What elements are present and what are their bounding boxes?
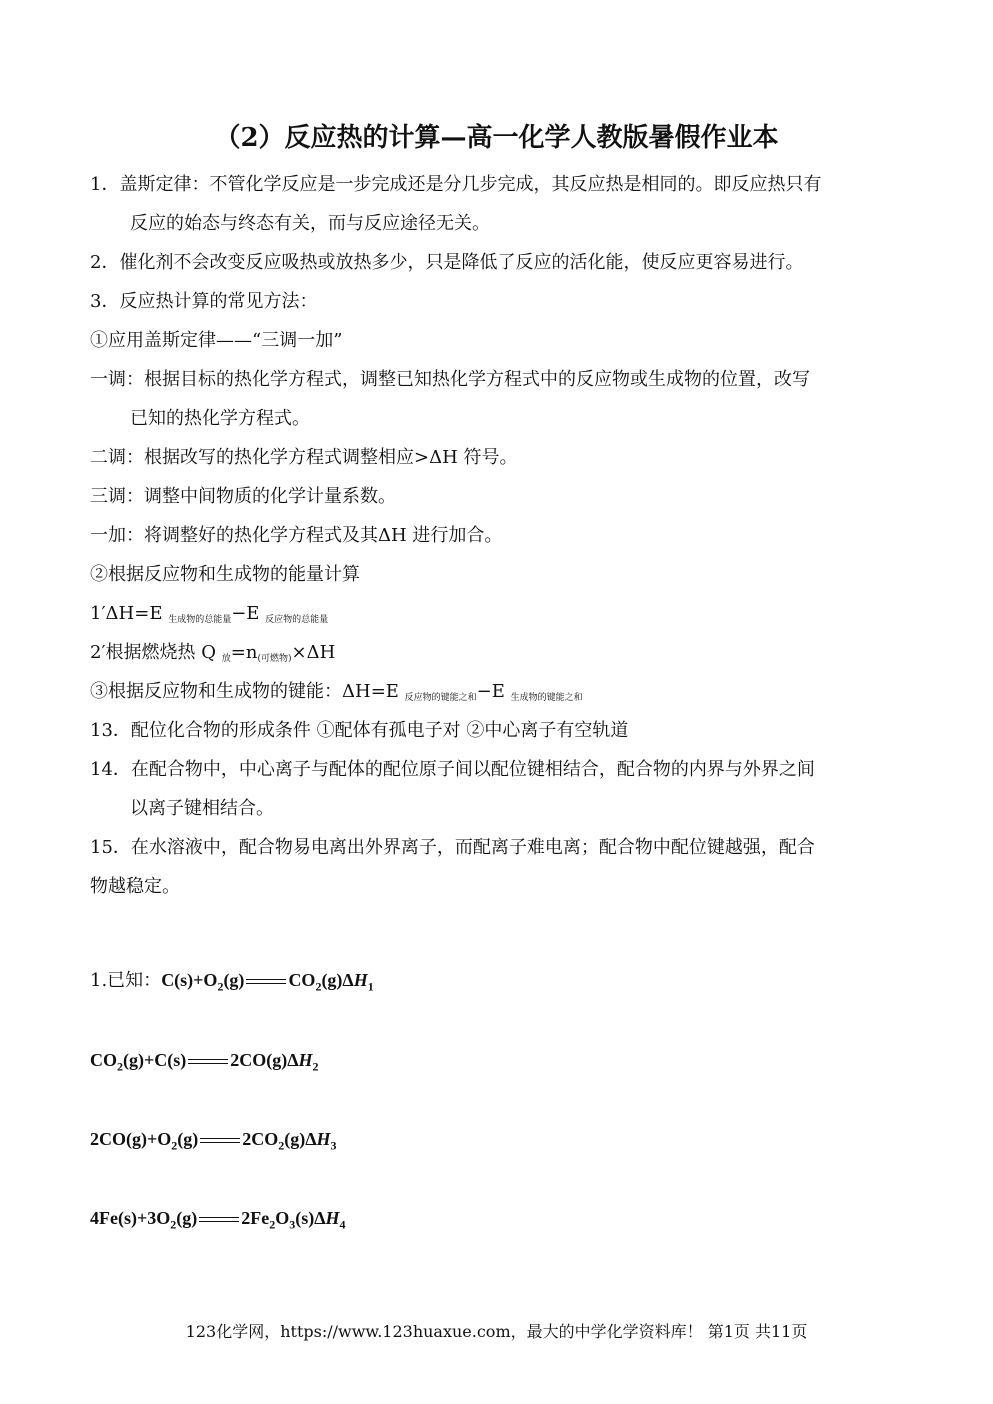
eq2-sub0: 2 — [117, 1059, 123, 1074]
eq4-sub2: 2 — [269, 1217, 276, 1232]
para-15-line-1: 15．在水溶液中，配合物易电离出外界离子，而配离子难电离；配合物中配位键越强，配合 — [90, 837, 815, 858]
step-2: 二调：根据改写的热化学方程式调整相应>ΔH 符号。 — [90, 447, 518, 468]
step-3: 三调：调整中间物质的化学计量系数。 — [90, 486, 396, 507]
para-2: 2．催化剂不会改变反应吸热或放热多少，只是降低了反应的活化能，使反应更容易进行。 — [90, 252, 804, 273]
para-13: 13．配位化合物的形成条件 ①配体有孤电子对 ②中心离子有空轨道 — [90, 720, 629, 741]
eq1-tail: (g)Δ — [321, 970, 354, 990]
equation-1 — [90, 968, 374, 999]
formula-energy-sub2: 反应物的总能量 — [265, 615, 329, 625]
para-3: 3．反应热计算的常见方法： — [90, 291, 318, 312]
step-1-line-1: 一调：根据目标的热化学方程式，调整已知热化学方程式中的反应物或生成物的位置，改写 — [90, 369, 810, 390]
equation-4 — [90, 1206, 346, 1237]
eq1-sub2: 2 — [315, 979, 322, 994]
para-15-line-2: 物越稳定。 — [90, 876, 180, 897]
equation-3 — [90, 1127, 337, 1158]
eq1-mid: (g) — [223, 970, 245, 990]
para-1-line-1: 1．盖斯定律：不管化学反应是一步完成还是分几步完成，其反应热是相同的。即反应热只有 — [90, 174, 822, 195]
eq4-H: H — [325, 1208, 340, 1228]
formula-bond-sub2: 生成物的键能之和 — [510, 693, 583, 703]
formula-combustion-sub1: 放 — [221, 654, 231, 664]
eq2-left: CO — [90, 1050, 117, 1070]
eq1-left: C(s)+O — [161, 970, 218, 990]
step-add: 一加：将调整好的热化学方程式及其ΔH 进行加合。 — [90, 525, 503, 546]
exercise-prefix: 1.已知： — [90, 970, 162, 991]
formula-combustion-sub2: (可燃物) — [257, 654, 292, 664]
formula-energy-sub1: 生成物的总能量 — [168, 615, 232, 625]
method-2-heading: ②根据反应物和生成物的能量计算 — [90, 564, 360, 585]
eq3-right: 2CO — [242, 1129, 279, 1149]
eq3-sub1: 2 — [171, 1138, 178, 1153]
eq4-left: 4Fe(s)+3O — [90, 1208, 171, 1228]
eq3-index: 3 — [330, 1138, 337, 1153]
eq1-H: H — [353, 970, 368, 990]
eq4-right2: O — [275, 1208, 290, 1228]
page-title: （2）反应热的计算—高一化学人教版暑假作业本 — [214, 123, 779, 153]
eq2-H: H — [298, 1050, 313, 1070]
eq1-right: CO — [288, 970, 316, 990]
eq4-sub3: 3 — [289, 1217, 296, 1232]
page-footer: 123化学网，https://www.123huaxue.com，最大的中学化学资料库！ 第1页 共11页 — [185, 1322, 808, 1341]
eq3-H: H — [316, 1129, 331, 1149]
eq3-tail: (g)Δ — [284, 1129, 317, 1149]
formula-bond-energy — [90, 680, 583, 707]
formula-bond-sub1: 反应物的键能之和 — [404, 693, 477, 703]
formula-combustion-a: 2′根据燃烧热 Q — [90, 642, 222, 663]
eq3-sub2: 2 — [278, 1138, 285, 1153]
formula-bond-b: −E — [476, 681, 511, 702]
eq4-sub1: 2 — [170, 1217, 177, 1232]
equation-2 — [90, 1048, 319, 1079]
equals-arrow — [246, 979, 286, 984]
eq4-mid: (g) — [176, 1208, 198, 1228]
eq3-left: 2CO(g)+O — [90, 1129, 172, 1149]
eq1-index: 1 — [367, 979, 374, 994]
eq2-index: 2 — [312, 1059, 319, 1074]
formula-combustion-c: ×ΔH — [291, 642, 336, 663]
formula-combustion-b: =n — [230, 642, 258, 663]
para-1-line-2: 反应的始态与终态有关，而与反应途径无关。 — [130, 213, 490, 234]
equals-arrow — [200, 1138, 240, 1143]
formula-energy-b: −E — [231, 603, 266, 624]
equals-arrow — [188, 1059, 228, 1064]
step-1-line-2: 已知的热化学方程式。 — [130, 408, 310, 429]
formula-energy-a: 1′ΔH=E — [90, 603, 169, 624]
eq4-index: 4 — [339, 1217, 346, 1232]
eq4-tail: (s)Δ — [295, 1208, 326, 1228]
para-14-line-1: 14．在配合物中，中心离子与配体的配位原子间以配位键相结合，配合物的内界与外界之间 — [90, 759, 815, 780]
eq4-right: 2Fe — [241, 1208, 270, 1228]
eq3-mid: (g) — [177, 1129, 199, 1149]
method-1-heading: ①应用盖斯定律——“三调一加” — [90, 330, 343, 351]
eq1-sub1: 2 — [217, 979, 224, 994]
equals-arrow — [199, 1217, 239, 1222]
para-14-line-2: 以离子键相结合。 — [130, 798, 274, 819]
formula-energy — [90, 602, 328, 629]
formula-combustion — [90, 641, 335, 668]
eq2-left2: (g)+C(s) — [123, 1050, 187, 1070]
formula-bond-a: ③根据反应物和生成物的键能：ΔH=E — [90, 681, 405, 702]
eq2-right: 2CO(g)Δ — [230, 1050, 299, 1070]
